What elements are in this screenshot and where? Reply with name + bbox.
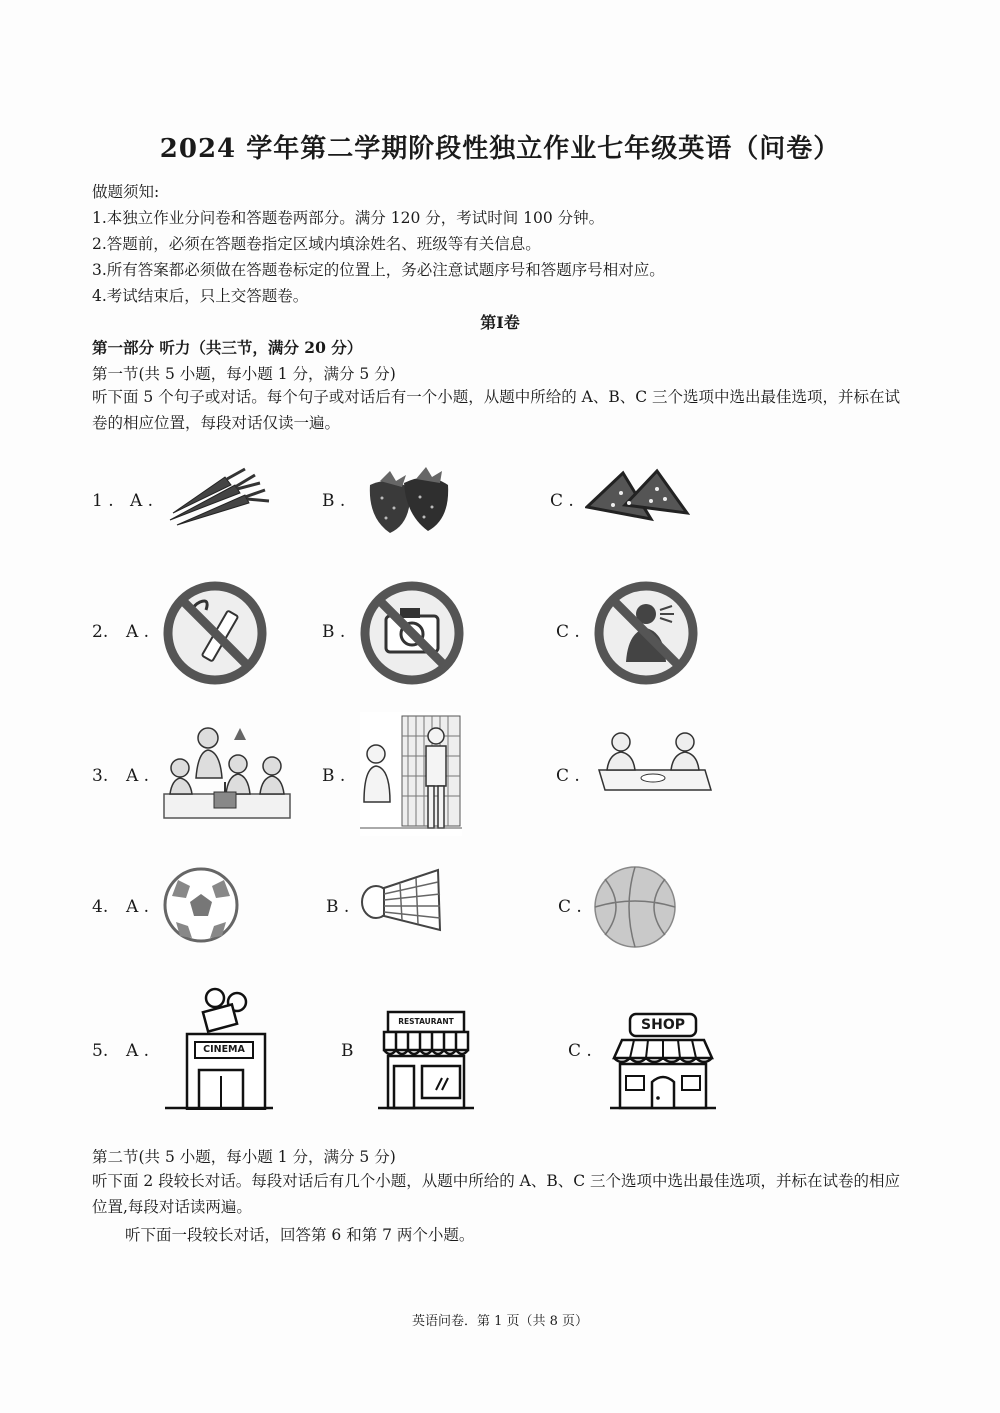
section2-heading: 第二节(共 5 小题，每小题 1 分，满分 5 分) <box>92 1148 396 1166</box>
shop-icon <box>608 1010 718 1110</box>
question-number: 2. <box>92 622 109 642</box>
question-number: 1 . <box>92 491 114 511</box>
option-label: B . <box>322 491 346 511</box>
no-smoking-icon <box>162 580 268 686</box>
option-label: C . <box>558 897 582 917</box>
notice-item-2: 2.答题前，必须在答题卷指定区域内填涂姓名、班级等有关信息。 <box>92 235 541 253</box>
option-label: A . <box>126 897 150 917</box>
option-label: C . <box>550 491 574 511</box>
option-label: A . <box>130 491 154 511</box>
option-label: B . <box>326 897 350 917</box>
notice-item-4: 4.考试结束后，只上交答题卷。 <box>92 287 309 305</box>
page-footer: 英语问卷．第 1 页（共 8 页） <box>411 1314 589 1329</box>
shop-sign: SHOP <box>641 1017 685 1033</box>
notice-heading: 做题须知: <box>92 183 160 201</box>
question-number: 5. <box>92 1041 109 1061</box>
no-spitting-icon <box>592 580 700 686</box>
carrots-icon <box>165 465 275 530</box>
basketball-icon <box>593 865 677 949</box>
option-label: C . <box>568 1041 592 1061</box>
shuttlecock-icon <box>360 868 442 932</box>
restaurant-sign: RESTAURANT <box>398 1017 454 1026</box>
no-photos-icon <box>358 580 466 686</box>
restaurant-icon <box>378 1010 474 1110</box>
watermelon-icon <box>585 467 690 529</box>
strawberries-icon <box>362 463 454 538</box>
question-number: 4. <box>92 897 109 917</box>
option-label: C . <box>556 622 580 642</box>
option-label: C . <box>556 766 580 786</box>
notice-item-1: 1.本独立作业分问卷和答题卷两部分。满分 120 分，考试时间 100 分钟。 <box>92 209 605 227</box>
cinema-sign: CINEMA <box>203 1044 245 1055</box>
option-label: A . <box>126 622 150 642</box>
option-label: A . <box>126 766 150 786</box>
page-title: 2024 学年第二学期阶段性独立作业七年级英语（问卷） <box>159 134 841 164</box>
notice-item-3: 3.所有答案都必须做在答题卷标定的位置上，务必注意试题序号和答题序号相对应。 <box>92 261 665 279</box>
section2-instruction: 听下面 2 段较长对话。每段对话后有几个小题，从题中所给的 A、B、C 三个选项中选出最佳选项，并标在试卷的相应位置,每段对话读两遍。 <box>92 1172 901 1216</box>
part1-heading: 第一部分 听力（共三节，满分 20 分） <box>92 338 363 357</box>
option-label: B . <box>322 766 346 786</box>
birthday-party-icon <box>162 722 292 822</box>
cinema-icon <box>165 986 273 1110</box>
dinner-table-icon <box>595 730 713 796</box>
option-label: A . <box>126 1041 150 1061</box>
option-label: B <box>341 1041 354 1061</box>
volume-title: 第Ⅰ卷 <box>480 313 520 332</box>
section1-heading: 第一节(共 5 小题，每小题 1 分，满分 5 分) <box>92 365 396 383</box>
section2-lead: 听下面一段较长对话，回答第 6 和第 7 两个小题。 <box>125 1226 475 1244</box>
option-label: B . <box>322 622 346 642</box>
section1-instruction: 听下面 5 个句子或对话。每个句子或对话后有一个小题，从题中所给的 A、B、C 三个选项中选出最佳选项，并标在试卷的相应位置，每段对话仅读一遍。 <box>92 388 901 432</box>
library-talk-icon <box>360 712 462 836</box>
question-number: 3. <box>92 766 109 786</box>
soccer-ball-icon <box>162 866 240 944</box>
